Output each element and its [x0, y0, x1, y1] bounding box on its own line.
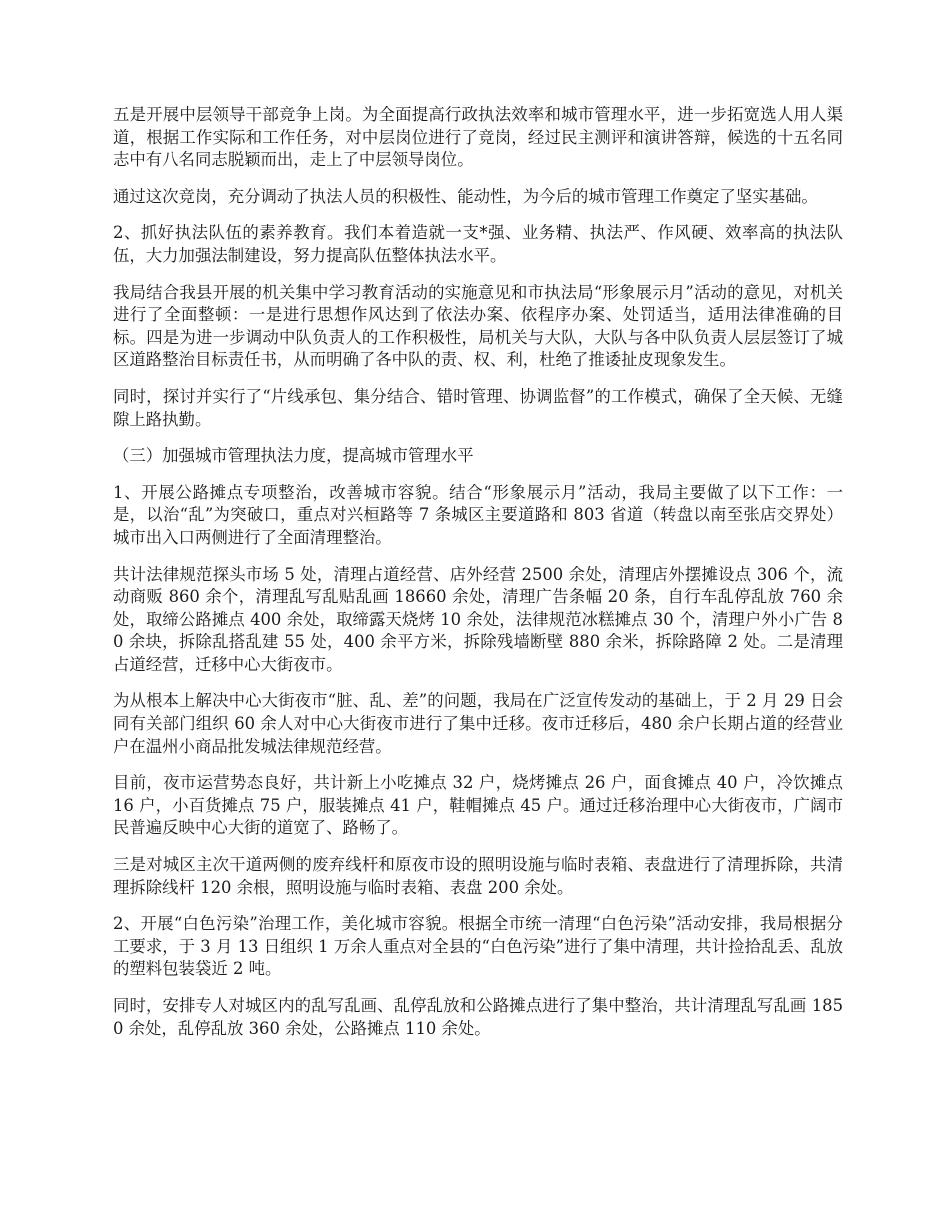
paragraph-2: 通过这次竞岗，充分调动了执法人员的积极性、能动性，为今后的城市管理工作奠定了坚实基础。: [113, 186, 818, 206]
document-body: [113, 104, 843, 1054]
paragraph-1: 五是开展中层领导干部竞争上岗。为全面提高行政执法效率和城市管理水平，进一步拓宽选人用人渠道，根据工作实际和工作任务，对中层岗位进行了竞岗，经过民主测评和演讲答辩，候选的十五名同志中有八名同志脱颖而出，走上了中层领导岗位。: [113, 105, 843, 170]
paragraph-5: 同时，探讨并实行了“片线承包、集分结合、错时管理、协调监督”的工作模式，确保了全天候、无缝隙上路执勤。: [113, 386, 843, 429]
paragraph-12: 2、开展“白色污染”治理工作，美化城市容貌。根据全市统一清理“白色污染”活动安排，我局根据分工要求，于 3 月 13 日组织 1 万余人重点对全县的“白色污染”进行了集中清理，共计捡拾乱丢、乱放的塑料包装袋近 2 吨。: [113, 914, 843, 979]
section-heading: （三）加强城市管理执法力度，提高城市管理水平: [113, 446, 474, 466]
paragraph-4: 我局结合我县开展的机关集中学习教育活动的实施意见和市执法局“形象展示月”活动的意见，对机关进行了全面整顿：一是进行思想作风达到了依法办案、依程序办案、处罚适当，适用法律准确的目标。四是为进一步调动中队负责人的工作积极性，局机关与大队，大队与各中队负责人层层签订了城区道路整治目标责任书，从而明确了各中队的责、权、利，杜绝了推诿扯皮现象发生。: [113, 282, 843, 370]
paragraph-10: 目前，夜市运营势态良好，共计新上小吃摊点 32 户，烧烤摊点 26 户，面食摊点 40 户，冷饮摊点 16 户，小百货摊点 75 户，服装摊点 41 户，鞋帽摊点 45 户。通过迁移治理中心大街夜市，广阔市民普遍反映中心大街的道宽了、路畅了。: [113, 773, 843, 838]
paragraph-11: 三是对城区主次干道两侧的废弃线杆和原夜市设的照明设施与临时表箱、表盘进行了清理拆除，共清理拆除线杆 120 余根，照明设施与临时表箱、表盘 200 余处。: [113, 855, 843, 897]
paragraph-8: 共计法律规范探头市场 5 处，清理占道经营、店外经营 2500 余处，清理店外摆摊设点 306 个，流动商贩 860 余个，清理乱写乱贴乱画 18660 余处，清理广告条幅 20 条，自行车乱停乱放 760 余处，取缔公路摊点 400 余处，取缔露天烧烤 10 余处，法律规范冰糕摊点 30 个，清理户外小广告 80 余块，拆除乱搭乱建 55 处，400 余平方米，拆除残墙断壁 880 余米，拆除路障 2 处。二是清理占道经营，迁移中心大街夜市。: [113, 564, 843, 674]
paragraph-3: 2、抓好执法队伍的素养教育。我们本着造就一支*强、业务精、执法严、作风硬、效率高的执法队伍，大力加强法制建设，努力提高队伍整体执法水平。: [113, 223, 843, 265]
paragraph-9: 为从根本上解决中心大街夜市“脏、乱、差”的问题，我局在广泛宣传发动的基础上，于 2 月 29 日会同有关部门组织 60 余人对中心大街夜市进行了集中迁移。夜市迁移后，480 余户长期占道的经营业户在温州小商品批发城法律规范经营。: [113, 691, 843, 756]
paragraph-7: 1、开展公路摊点专项整治，改善城市容貌。结合“形象展示月”活动，我局主要做了以下工作：一是，以治“乱”为突破口，重点对兴桓路等 7 条城区主要道路和 803 省道（转盘以南至张店交界处）城市出入口两侧进行了全面清理整治。: [113, 482, 843, 547]
paragraph-13: 同时，安排专人对城区内的乱写乱画、乱停乱放和公路摊点进行了集中整治，共计清理乱写乱画 1850 余处，乱停乱放 360 余处，公路摊点 110 余处。: [113, 996, 843, 1038]
